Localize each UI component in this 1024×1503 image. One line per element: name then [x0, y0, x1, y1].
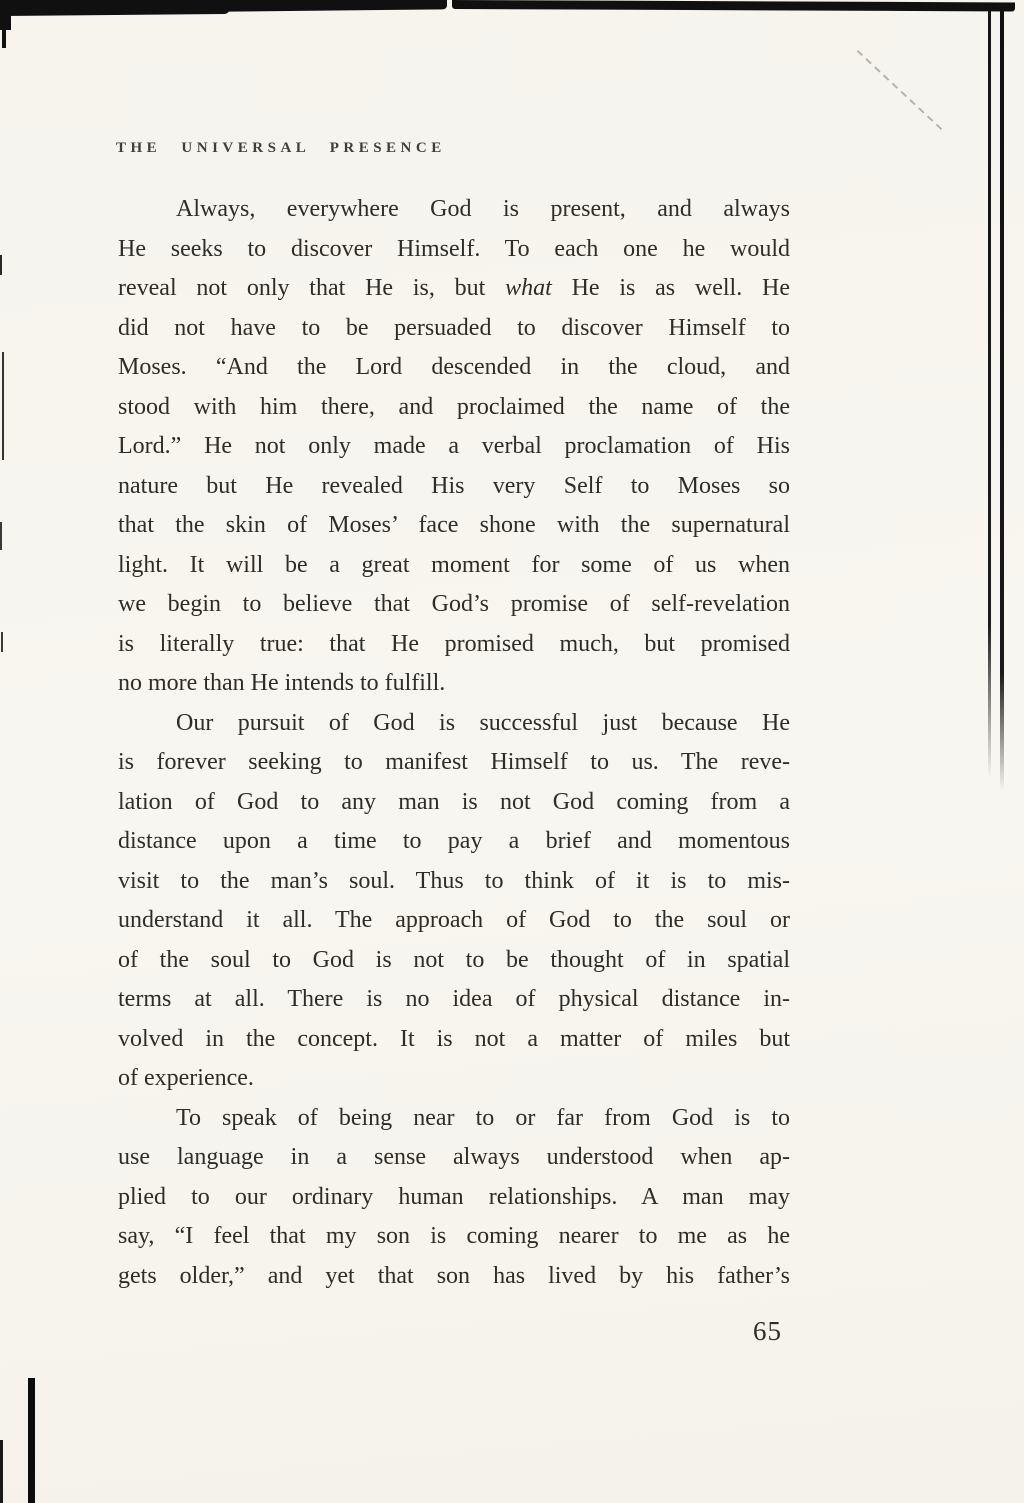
paragraph [118, 190, 790, 704]
text-line: Moses. “And the Lord descended in the cloud, and [118, 354, 790, 380]
text-line: gets older,” and yet that son has lived by his father’s [118, 1262, 790, 1289]
text-line: use language in a sense always understood when ap- [118, 1144, 790, 1170]
scan-artifact-top-bar-right [452, 0, 1015, 11]
text-line: distance upon a time to pay a brief and momentous [118, 828, 790, 854]
text-line: Lord.” He not only made a verbal proclamation of His [118, 433, 790, 459]
paragraph [118, 1099, 790, 1297]
scan-artifact-bottom-left-edge [0, 1440, 3, 1503]
scan-artifact-left-tick-a [0, 255, 2, 275]
scan-artifact-page-edge-line-2 [1000, 5, 1004, 791]
scan-artifact-left-tick-c [0, 522, 2, 550]
text-line: nature but He revealed His very Self to Moses so [118, 472, 790, 499]
paragraph [118, 704, 790, 1099]
text-line: stood with him there, and proclaimed the name of the [118, 393, 790, 420]
text-line: lation of God to any man is not God coming from a [118, 788, 790, 815]
page-number: 65 [753, 1316, 782, 1346]
text-line: visit to the man’s soul. Thus to think of it is to mis- [118, 867, 790, 894]
text-line: did not have to be persuaded to discover Himself to [118, 314, 790, 341]
text-line: Our pursuit of God is successful just because He [176, 709, 790, 736]
text-line: is forever seeking to manifest Himself to us. The reve- [118, 749, 790, 775]
running-header: THE UNIVERSAL PRESENCE [116, 140, 446, 156]
scan-artifact-top-left-tick [2, 28, 6, 48]
text-line: volved in the concept. It is not a matter of miles but [118, 1025, 790, 1052]
scan-artifact-top-bar-left-bump [0, 6, 230, 16]
text-line: no more than He intends to fulfill. [118, 670, 446, 696]
text-body [118, 190, 790, 1296]
text-line: To speak of being near to or far from God is to [176, 1104, 790, 1131]
text-line: light. It will be a great moment for some of us when [118, 551, 790, 578]
text-line: reveal not only that He is, but what He is as well. He [118, 275, 790, 301]
scan-artifact-page-edge-line-1 [988, 10, 991, 778]
text-line: understand it all. The approach of God to the soul or [118, 907, 790, 933]
scan-artifact-left-tick-b [2, 352, 4, 460]
text-line: terms at all. There is no idea of physical distance in- [118, 986, 790, 1012]
text-line: of the soul to God is not to be thought of in spatial [118, 946, 790, 973]
text-line: we begin to believe that God’s promise of self-revelation [118, 591, 790, 617]
text-line: plied to our ordinary human relationships. A man may [118, 1183, 790, 1210]
scan-artifact-top-corner [0, 0, 11, 30]
text-line: He seeks to discover Himself. To each one he would [118, 235, 790, 262]
scan-artifact-bottom-left-bar [28, 1378, 35, 1503]
text-line: say, “I feel that my son is coming nearer to me as he [118, 1223, 790, 1249]
text-line: that the skin of Moses’ face shone with the supernatural [118, 512, 790, 538]
text-line: is literally true: that He promised much, but promised [118, 630, 790, 657]
scan-artifact-diagonal-scratch [857, 50, 943, 131]
text-line: Always, everywhere God is present, and always [176, 196, 790, 222]
scan-artifact-left-tick-d [1, 632, 3, 652]
text-line: of experience. [118, 1065, 254, 1091]
